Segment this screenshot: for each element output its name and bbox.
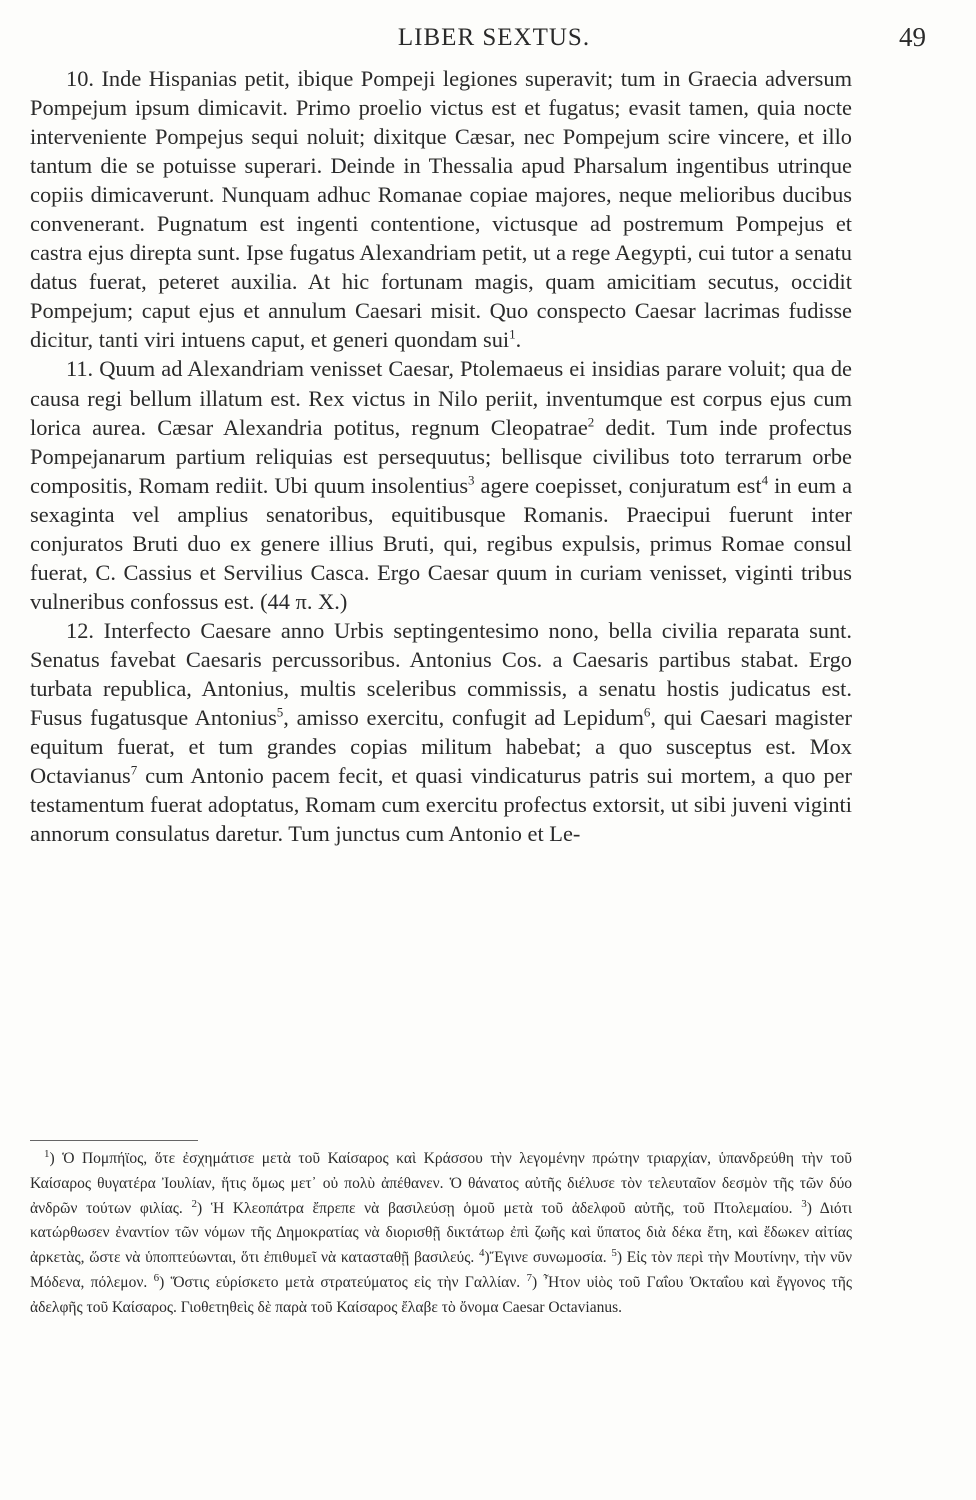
- footnote-ref: 3: [468, 472, 475, 488]
- paragraph-text: dedit. Tum inde profectus Pompejanarum partium reliquias est persequutus; bellisque civilibus toto terrarum orbe compositis, Romam rediit. Ubi quum insolentius: [30, 414, 853, 498]
- footnote-marker: 4: [478, 1247, 485, 1260]
- footnote-ref: 4: [761, 472, 769, 488]
- paragraph-text: agere coepisset, conjuratum est: [474, 472, 762, 498]
- paragraph-text: Quum ad Alexandriam venisset Caesar, Ptolemaeus ei insidias parare voluit; qua de causa regi bellum illatum est. Rex victus in Nilo periit, inventumque est corpus ejus cum lorica aurea. Cæsar Alexandria potitus, regnum Cleopatrae: [30, 356, 852, 440]
- footnote-marker: 1: [44, 1147, 50, 1160]
- footnote-text: )Ἔγινε συνωμοσία.: [484, 1249, 607, 1267]
- page-number: 49: [899, 22, 926, 52]
- paragraph-text: , amisso exercitu, confugit ad Lepidum: [283, 705, 644, 731]
- paragraph-number: 12.: [66, 617, 94, 643]
- running-title: LIBER SEXTUS.: [397, 24, 591, 51]
- footnote-ref: 7: [130, 762, 138, 778]
- page-header: [62, 18, 926, 62]
- paragraph-text: Interfecto Caesare anno Urbis septingentesimo nono, bella civilia reparata sunt. Senatus favebat Caesaris percussoribus. Antonius Cos. a Caesaris partibus stabat. Ergo turbata republica, Antonius, multis sceleribus commissis, a senatu hostis judicatus est. Fusus fugatusque Antonius: [30, 617, 852, 731]
- footnote-text: ) Ὁ Πομπήϊος, ὅτε ἐσχημάτισε μετὰ τοῦ Καίσαρος καὶ Κράσσου τὴν λεγομένην πρώτην τριαρχίαν, ὑπανδρεύθη τὴν τοῦ Καίσαρος θυγατέρα Ἰουλίαν, ἥτις ὅμως μετ᾽ οὐ πολὺ ἀπέθανεν. Ὁ θάνατος αὐτῆς διέλυσε τὸν τελευταῖον δεσμὸν τῆς τῶν δύο ἀνδρῶν τούτων φιλίας.: [30, 1150, 852, 1217]
- footnote-ref: 1: [509, 326, 516, 342]
- footnote-marker: 3: [801, 1197, 807, 1210]
- footnote-divider: [30, 1140, 198, 1141]
- footnote-marker: 2: [191, 1197, 197, 1210]
- footnote-marker: 6: [153, 1271, 160, 1284]
- paragraph-11: [30, 354, 852, 615]
- paragraph-text: , qui Caesari magister equitum fuerat, et tum grandes copias militum habebat; a quo susceptus est. Mox Octavianus: [30, 705, 852, 789]
- paragraph-text: cum Antonio pacem fecit, et quasi vindicaturus patris sui mortem, a quo per testamentum fuerat adoptatus, Romam cum exercitu profectus extorsit, ut sibi juveni viginti annorum consulatus daretur. Tum junctus cum Antonio et Le-: [30, 763, 852, 847]
- footnote-marker: 7: [526, 1271, 533, 1284]
- paragraph-10: 10. Inde Hispanias petit, ibique Pompeji legiones superavit; tum in Graecia adversum Pompejum ipsum dimicavit. Primo proelio victus est et fugatus; evasit tamen, quia nocte interveniente Pompejus sequi noluit; dixitque Cæsar, nec Pompejum scire vincere, et illo tantum die se potuisse superari. Deinde in Thessalia apud Pharsalum ingentibus utrinque copiis dimicaverunt. Nunquam adhuc Romanae copiae majores, neque melioribus ducibus convenerant. Pugnatum est ingenti contentione, victusque ad postremum Pompejus et castra ejus direpta sunt. Ipse fugatus Alexandriam petit, ut a rege Aegypti, cui tutor a senatu datus fuerat, peteret auxilia. At hic fortunam magis, quam amicitiam secutus, occidit Pompejum; caput ejus et annulum Caesari misit. Quo conspecto Caesar lacrimas fudisse dicitur, tanti viri intuens caput, et generi quondam sui$^1$.: [30, 66, 852, 353]
- paragraph-text: Inde Hispanias petit, ibique Pompeji legiones superavit; tum in Graecia adversum Pompejum ipsum dimicavit. Primo proelio victus est et fugatus; evasit tamen, quia nocte interveniente Pompejus sequi noluit; dixitque Cæsar, nec Pompejum scire vincere, et illo tantum die se potuisse superari. Deinde in Thessalia apud Pharsalum ingentibus utrinque copiis dimicaverunt. Nunquam adhuc Romanae copiae majores, neque melioribus ducibus convenerant. Pugnatum est ingenti contentione, victusque ad postremum Pompejus et castra ejus direpta sunt. Ipse fugatus Alexandriam petit, ut a rege Aegypti, cui tutor a senatu datus fuerat, peteret auxilia. At hic fortunam magis, quam amicitiam secutus, occidit Pompejum; caput ejus et annulum Caesari misit. Quo conspecto Caesar lacrimas fudisse dicitur, tanti viri intuens caput, et generi quondam sui: [30, 66, 852, 353]
- paragraph-text: in eum a sexaginta vel amplius senatoribus, equitibusque Romanis. Praecipui fuerunt inter conjuratos Bruti duo ex genere illius Bruti, qui, regibus expulsis, primus Romae consul fuerat, C. Cassius et Servilius Casca. Ergo Caesar quum in curiam venisset, viginti tribus vulneribus confossus est. (44 π. X.): [30, 472, 853, 614]
- footnote-block: [30, 1147, 852, 1321]
- footnote-ref: 2: [587, 414, 595, 430]
- paragraph-number: 11.: [66, 356, 94, 382]
- footnote-text: ) Ἡ Κλεοπάτρα ἔπρεπε νὰ βασιλεύσῃ ὁμοῦ μετὰ τοῦ ἀδελφοῦ αὐτῆς, τοῦ Πτολεμαίου.: [197, 1199, 793, 1217]
- paragraph-12: [30, 616, 852, 848]
- main-text: [30, 64, 852, 848]
- paragraph-number: 10.: [66, 66, 94, 91]
- footnote-marker: 5: [611, 1247, 617, 1260]
- footnote-ref: 5: [276, 704, 284, 720]
- footnote-text: ) Ὅστις εὑρίσκετο μετὰ στρατεύματος εἰς τὴν Γαλλίαν.: [159, 1273, 521, 1291]
- footnote-text: ) Διότι κατώρθωσεν ἐναντίον τῶν νόμων τῆς Δημοκρατίας νὰ διορισθῇ δικτάτωρ ἐπὶ ζωῆς καὶ ὕπατος διὰ δέκα ἔτη, καὶ ἔδωκεν αἰτίας ἀρκετὰς, ὥστε νὰ ὑποπτεύωνται, ὅτι ἐπιθυμεῖ νὰ κατασταθῇ βασιλεύς.: [30, 1199, 853, 1267]
- footnote-text: ) Ἦτον υἱὸς τοῦ Γαΐου Ὀκταΐου καὶ ἔγγονος τῆς ἀδελφῆς τοῦ Καίσαρος. Γιοθετηθεὶς δὲ παρὰ τοῦ Καίσαρος ἔλαβε τὸ ὄνομα Caesar Octavianus.: [30, 1273, 852, 1316]
- footnote-text: ) Εἰς τὸν περὶ τὴν Μουτίνην, τὴν νῦν Μόδενα, πόλεμον.: [30, 1249, 853, 1291]
- footnote-ref: 6: [643, 704, 651, 720]
- footnotes: [30, 1147, 852, 1321]
